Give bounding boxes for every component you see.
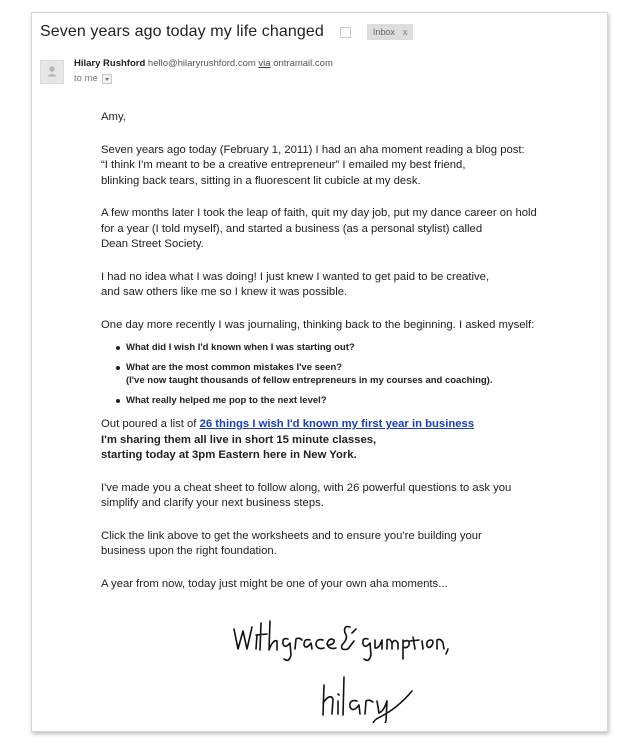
paragraph-out-poured: Out poured a list of 26 things I wish I'd known my first year in business <box>101 418 475 430</box>
paragraph-closing: A year from now, today just might be one of your own aha moments... <box>101 577 448 590</box>
dropdown-caret-icon[interactable] <box>102 74 112 84</box>
subject-row <box>40 21 599 43</box>
classes-link[interactable]: 26 things I wish I'd known my first year in business <box>199 418 475 430</box>
paragraph-worksheets: Click the link above to get the worksheets and to ensure you're building your business upon the right foundation. <box>101 529 482 557</box>
via-link[interactable]: via <box>258 58 271 69</box>
paragraph-intro: Seven years ago today (February 1, 2011) I had an aha moment reading a blog post: “I think I'm meant to be a creative entrepreneur” I emailed my best friend, blinking back tears, sitting in a fluorescent lit cubicle at my desk. <box>101 143 525 187</box>
via-domain: ontramail.com <box>273 58 333 69</box>
handwritten-signature <box>232 613 472 723</box>
inbox-label-text: Inbox <box>372 27 395 37</box>
remove-label-button[interactable]: x <box>402 27 408 37</box>
sender-line <box>74 58 333 69</box>
list-item: What did I wish I'd known when I was starting out? <box>116 341 596 354</box>
inbox-label-badge[interactable] <box>367 24 414 40</box>
email-subject: Seven years ago today my life changed <box>40 23 324 40</box>
recipient-line <box>74 73 112 84</box>
paragraph-journaling: One day more recently I was journaling, thinking back to the beginning. I asked myself: <box>101 318 535 331</box>
recipient-text: to me <box>74 73 98 84</box>
email-body <box>101 110 596 592</box>
question-list <box>101 341 596 407</box>
sender-name[interactable]: Hilary Rushford <box>74 58 146 69</box>
sender-email: hello@hilaryrushford.com <box>147 58 256 69</box>
avatar-placeholder-icon <box>40 60 64 84</box>
paragraph-cheat-sheet: I've made you a cheat sheet to follow along, with 26 powerful questions to ask you simplify and clarify your next business steps. <box>101 481 512 509</box>
important-marker-icon[interactable] <box>340 27 351 38</box>
greeting: Amy, <box>101 111 126 123</box>
list-item: What are the most common mistakes I've seen? (I've now taught thousands of fellow entrepreneurs in my courses and coaching). <box>116 361 596 387</box>
email-window <box>31 12 608 732</box>
paragraph-no-idea: I had no idea what I was doing! I just knew I wanted to get paid to be creative, and saw others like me so I knew it was possible. <box>101 270 490 298</box>
list-item: What really helped me pop to the next level? <box>116 394 596 407</box>
sender-header <box>40 58 599 92</box>
paragraph-sharing: I'm sharing them all live in short 15 minute classes, starting today at 3pm Eastern here in New York. <box>101 433 377 461</box>
paragraph-leap: A few months later I took the leap of faith, quit my day job, put my dance career on hold for a year (I told myself), and started a business (as a personal stylist) called Dean Street Society. <box>101 207 537 250</box>
